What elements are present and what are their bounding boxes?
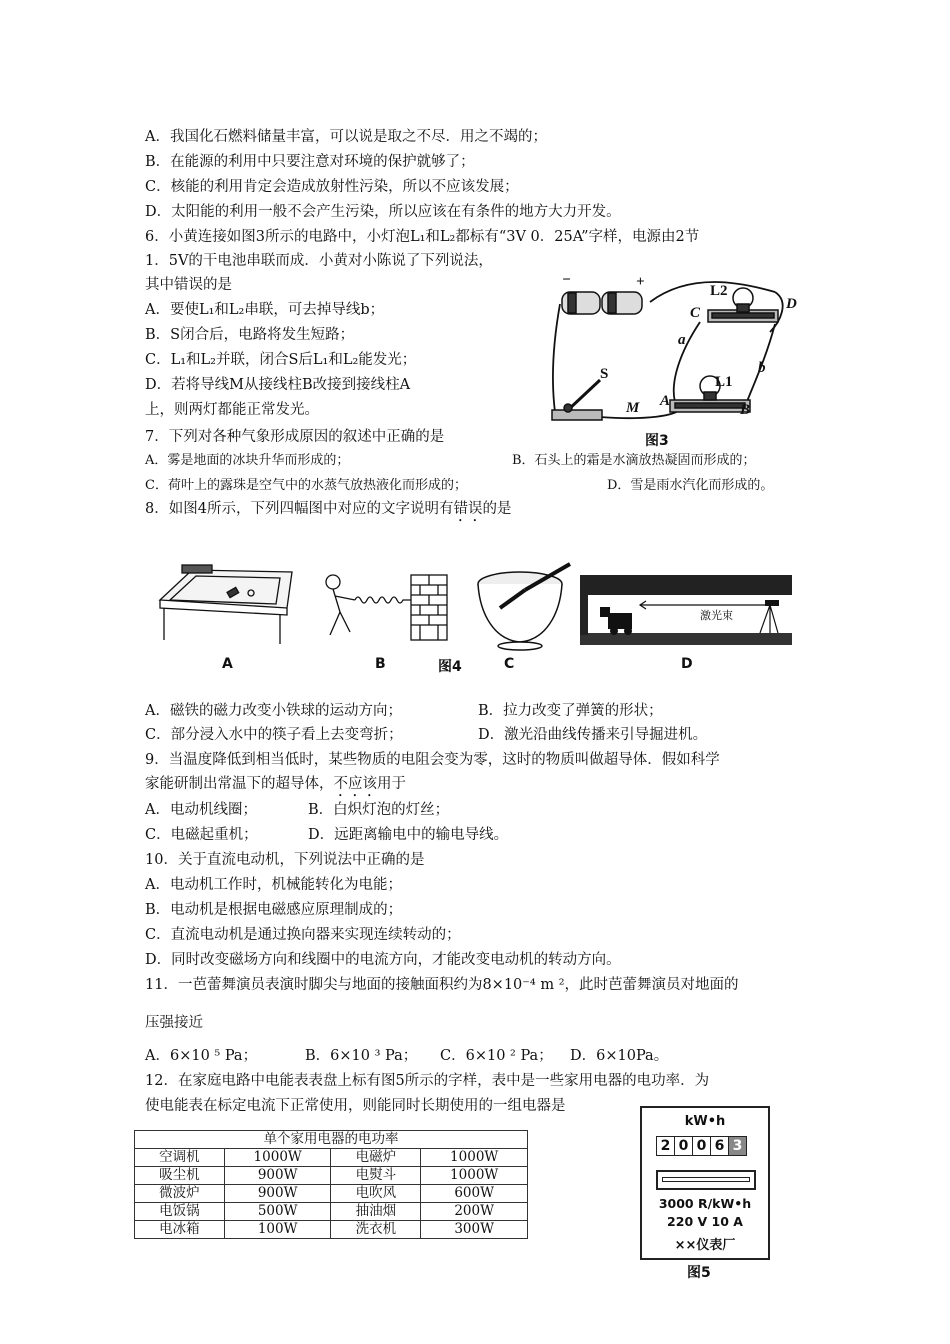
table-cell: 500W <box>224 1203 331 1221</box>
table-cell: 300W <box>421 1221 528 1239</box>
q10-option-b: B．电动机是根据电磁感应原理制成的； <box>145 902 403 918</box>
figure-3-circuit <box>540 262 810 432</box>
q11-option-d: D．6×10Pa。 <box>570 1048 669 1064</box>
meter-digit: 6 <box>711 1136 729 1156</box>
q5-option-b: B．在能源的利用中只要注意对环境的保护就够了； <box>145 154 475 170</box>
meter-digit: 0 <box>675 1136 693 1156</box>
fig3-label-b-wire: b <box>758 360 766 376</box>
figure-4-panel-c <box>470 560 580 652</box>
q6-stem-line2: 1．5V的干电池串联而成．小黄对小陈说了下列说法， <box>145 253 493 269</box>
q5-option-a: A．我国化石燃料储量丰富，可以说是取之不尽．用之不竭的； <box>145 129 547 145</box>
meter-disc-window <box>656 1170 756 1190</box>
table-cell: 900W <box>224 1185 331 1203</box>
figure-4-panel-d <box>580 575 792 645</box>
fig3-label-b: B <box>740 402 751 418</box>
q6-option-d: D．若将导线M从接线柱B改接到接线柱A <box>145 377 411 393</box>
table-cell: 电冰箱 <box>135 1221 225 1239</box>
q7-option-a: A．雾是地面的冰块升华而形成的； <box>145 453 350 468</box>
fig3-label-m: M <box>626 400 640 416</box>
fig3-label-l1: L1 <box>715 374 733 390</box>
table-cell: 吸尘机 <box>135 1167 225 1185</box>
fig3-label-a-wire: a <box>678 332 686 348</box>
figure-4-panel-a <box>152 560 297 645</box>
table-cell: 1000W <box>421 1149 528 1167</box>
meter-digit-decimal: 3 <box>729 1136 747 1156</box>
figure-4-caption: 图4 <box>438 659 462 675</box>
figure-5-caption: 图5 <box>687 1265 711 1281</box>
q6-option-c: C．L₁和L₂并联，闭合S后L₁和L₂能发光； <box>145 352 417 368</box>
q8-option-d: D．激光沿曲线传播来引导掘进机。 <box>478 727 708 743</box>
meter-unit: kW•h <box>684 1114 726 1129</box>
q9-stem-text: 家能研制出常温下的超导体， <box>145 776 334 792</box>
fig3-plus-label: + <box>636 274 645 290</box>
q5-option-d: D．太阳能的利用一般不会产生污染，所以应该在有条件的地方大力开发。 <box>145 204 621 220</box>
meter-rating-revolutions: 3000 R/kW•h <box>658 1196 752 1211</box>
table-cell: 空调机 <box>135 1149 225 1167</box>
q9-option-b: B．白炽灯泡的灯丝； <box>308 802 450 818</box>
q11-stem: 11．一芭蕾舞演员表演时脚尖与地面的接触面积约为8×10⁻⁴ m ²，此时芭蕾舞演员对地面的 <box>145 977 739 993</box>
table-cell: 电吹风 <box>331 1185 421 1203</box>
q9-option-a: A．电动机线圈； <box>145 802 257 818</box>
q8-stem <box>145 499 511 525</box>
q11-option-a: A．6×10 ⁵ Pa； <box>145 1048 258 1064</box>
meter-digit: 2 <box>656 1136 675 1156</box>
q8-option-a: A．磁铁的磁力改变小铁球的运动方向； <box>145 703 402 719</box>
q7-option-d: D．雪是雨水汽化而形成的。 <box>607 478 774 493</box>
meter-maker: ××仪表厂 <box>674 1238 736 1253</box>
figure-3-caption: 图3 <box>645 433 669 449</box>
q9-stem-line2 <box>145 774 406 800</box>
table-row <box>135 1221 528 1239</box>
table-cell: 电磁炉 <box>331 1149 421 1167</box>
table-cell: 洗衣机 <box>331 1221 421 1239</box>
table-cell: 1000W <box>421 1167 528 1185</box>
q9-option-c: C．电磁起重机； <box>145 827 258 843</box>
q11-option-c: C．6×10 ² Pa； <box>440 1048 553 1064</box>
fig4-label-d: D <box>681 656 693 672</box>
table-cell: 电饭锅 <box>135 1203 225 1221</box>
table-row <box>135 1167 528 1185</box>
power-table <box>134 1130 528 1239</box>
fig3-label-s: S <box>600 366 609 382</box>
table-cell: 900W <box>224 1167 331 1185</box>
q12-stem-line2: 使电能表在标定电流下正常使用，则能同时长期使用的一组电器是 <box>145 1098 566 1114</box>
fig3-label-c: C <box>690 305 701 321</box>
fig4-label-c: C <box>504 656 515 672</box>
q6-stem-line3: 其中错误的是 <box>145 277 232 293</box>
q7-stem: 7．下列对各种气象形成原因的叙述中正确的是 <box>145 429 445 445</box>
table-row <box>135 1203 528 1221</box>
q6-stem: 6．小黄连接如图3所示的电路中，小灯泡L₁和L₂都标有“3V 0．25A”字样，电源由2节 <box>145 229 700 245</box>
q11-stem-line2: 压强接近 <box>145 1015 203 1031</box>
q9-stem-end: 用于 <box>377 776 406 792</box>
q7-option-b: B．石头上的霜是水滴放热凝固而形成的； <box>512 453 756 468</box>
table-cell: 抽油烟 <box>331 1203 421 1221</box>
meter-digits <box>656 1136 747 1156</box>
q8-option-b: B．拉力改变了弹簧的形状； <box>478 703 663 719</box>
fig4-label-b: B <box>375 656 386 672</box>
q8-option-c: C．部分浸入水中的筷子看上去变弯折； <box>145 727 403 743</box>
fig4-laser-label: 激光束 <box>700 609 733 622</box>
q12-stem: 12．在家庭电路中电能表表盘上标有图5所示的字样，表中是一些家用电器的电功率．为 <box>145 1073 710 1089</box>
q6-option-b: B．S闭合后，电路将发生短路； <box>145 327 355 343</box>
figure-5-energy-meter <box>640 1106 770 1260</box>
q9-option-d: D．远距离输电中的输电导线。 <box>308 827 509 843</box>
q9-stem: 9．当温度降低到相当低时，某些物质的电阻会变为零，这时的物质叫做超导体．假如科学 <box>145 752 720 768</box>
fig3-label-a: A <box>660 393 671 409</box>
q8-stem-text: 8．如图4所示，下列四幅图中对应的文字说明有 <box>145 501 454 517</box>
table-cell: 电熨斗 <box>331 1167 421 1185</box>
q10-stem: 10．关于直流电动机，下列说法中正确的是 <box>145 852 425 868</box>
table-cell: 100W <box>224 1221 331 1239</box>
table-cell: 微波炉 <box>135 1185 225 1203</box>
q5-option-c: C．核能的利用肯定会造成放射性污染，所以不应该发展； <box>145 179 519 195</box>
table-cell: 200W <box>421 1203 528 1221</box>
q11-option-b: B．6×10 ³ Pa； <box>305 1048 418 1064</box>
q10-option-c: C．直流电动机是通过换向器来实现连续转动的； <box>145 927 461 943</box>
table-row <box>135 1149 528 1167</box>
q7-option-c: C．荷叶上的露珠是空气中的水蒸气放热液化而形成的； <box>145 478 467 493</box>
fig3-label-d: D <box>786 296 797 312</box>
q8-stem-emphasis: 错误 <box>453 501 483 517</box>
table-row <box>135 1185 528 1203</box>
table-cell: 600W <box>421 1185 528 1203</box>
fig3-label-l2: L2 <box>710 283 728 299</box>
meter-rating-voltage-current: 220 V 10 A <box>667 1214 743 1229</box>
fig4-label-a: A <box>222 656 233 672</box>
q9-stem-emphasis: 不应该 <box>333 776 377 792</box>
q8-stem-end: 的是 <box>482 501 512 517</box>
power-table-title: 单个家用电器的电功率 <box>135 1131 528 1149</box>
q10-option-d: D．同时改变磁场方向和线圈中的电流方向，才能改变电动机的转动方向。 <box>145 952 621 968</box>
q6-option-a: A．要使L₁和L₂串联，可去掉导线b； <box>145 302 385 318</box>
fig3-minus-label: − <box>562 272 572 288</box>
table-cell: 1000W <box>224 1149 331 1167</box>
q10-option-a: A．电动机工作时，机械能转化为电能； <box>145 877 402 893</box>
figure-4-panel-b <box>315 570 450 645</box>
q6-option-d-cont: 上，则两灯都能正常发光。 <box>145 402 319 418</box>
meter-digit: 0 <box>693 1136 711 1156</box>
